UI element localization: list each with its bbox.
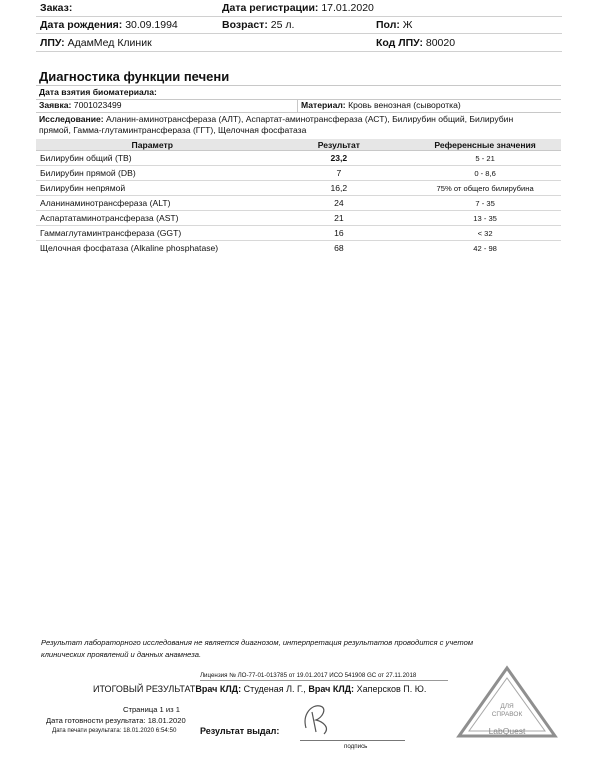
print-date-line	[52, 727, 176, 734]
stamp-top-text: ДЛЯ	[500, 703, 514, 710]
lpu-code-label: Код ЛПУ:	[376, 37, 423, 49]
signature-scribble	[298, 700, 338, 738]
print-date: 18.01.2020 6:54:50	[123, 727, 177, 734]
final-result-line	[93, 684, 426, 694]
row-param: Аланинаминотрансфераза (ALT)	[36, 196, 269, 211]
license-divider	[200, 680, 448, 681]
table-row	[36, 181, 561, 196]
signature-line	[300, 740, 405, 741]
doctor1-name: Студеная Л. Г.,	[243, 684, 306, 694]
lpu-code-value: 80020	[425, 37, 456, 49]
study-line2: прямой, Гамма-глутаминтрансфераза (ГГТ), Щелочная фосфатаза	[39, 125, 307, 135]
results-table	[36, 139, 561, 255]
age-label: Возраст:	[222, 19, 268, 31]
row-param: Аспартатаминотрансфераза (AST)	[36, 211, 269, 226]
note-line1: Результат лабораторного исследования не является диагнозом, интерпретация результатов проводится с учетом	[41, 638, 474, 647]
final-label: ИТОГОВЫЙ РЕЗУЛЬТАТ	[93, 684, 196, 694]
row-reference: 75% от общего билирубина	[409, 181, 561, 196]
age-value: 25 л.	[270, 19, 295, 31]
row-result: 23,2	[269, 151, 410, 166]
divider	[297, 99, 298, 112]
print-label: Дата печати результата:	[52, 727, 122, 734]
report-title: Диагностика функции печени	[39, 69, 230, 84]
row-result: 7	[269, 166, 410, 181]
header-row-patient	[36, 17, 562, 34]
note-line2: клинических проявлений и данных анамнеза.	[41, 650, 202, 659]
reg-date-value: 17.01.2020	[321, 2, 374, 14]
row-param: Билирубин общий (TB)	[36, 151, 269, 166]
header-param: Параметр	[36, 139, 269, 151]
doctor2-label: Врач КЛД:	[308, 684, 355, 694]
row-param: Щелочная фосфатаза (Alkaline phosphatase)	[40, 243, 219, 253]
table-row	[36, 211, 561, 226]
birth-label: Дата рождения:	[40, 19, 123, 31]
header-row-lpu	[36, 35, 562, 52]
row-reference: 0 - 8,6	[409, 166, 561, 181]
birth-value: 30.09.1994	[125, 19, 178, 31]
row-result: 24	[269, 196, 410, 211]
stamp-brand: LabQuest	[488, 726, 526, 736]
lpu-label: ЛПУ:	[40, 37, 65, 49]
header-row-order	[36, 0, 562, 17]
sex-value: Ж	[402, 19, 413, 31]
ready-label: Дата готовности результата:	[46, 716, 146, 725]
row-result: 16	[269, 226, 410, 241]
doctor1-label: Врач КЛД:	[195, 684, 242, 694]
biomaterial-date-label: Дата взятия биоматериала:	[39, 87, 157, 97]
lpu-value: АдамМед Клиник	[67, 37, 152, 49]
page-indicator: Страница 1 из 1	[123, 705, 180, 714]
header-result: Результат	[269, 139, 410, 151]
table-row	[36, 196, 561, 211]
ready-date: 18.01.2020	[147, 716, 186, 725]
row-reference: 13 - 35	[409, 211, 561, 226]
row-reference: 42 - 98	[473, 243, 497, 253]
row-reference: < 32	[409, 226, 561, 241]
issued-label: Результат выдал:	[200, 726, 280, 736]
row-reference: 7 - 35	[409, 196, 561, 211]
header-reference: Референсные значения	[409, 139, 561, 151]
row-param: Гаммаглутаминтрансфераза (GGT)	[36, 226, 269, 241]
sex-label: Пол:	[376, 19, 400, 31]
row-result: 16,2	[269, 181, 410, 196]
license-text: Лицензия № ЛО-77-01-013785 от 19.01.2017 ИСО 541908 GC от 27.11.2018	[200, 672, 417, 679]
row-result: 21	[269, 211, 410, 226]
table-row	[36, 166, 561, 181]
study-row	[36, 113, 561, 138]
row-param: Билирубин непрямой	[36, 181, 269, 196]
study-label: Исследование:	[39, 114, 104, 124]
table-row	[36, 241, 561, 256]
lab-stamp	[455, 664, 559, 740]
ready-date-line	[46, 716, 186, 725]
biomaterial-date-row	[36, 85, 561, 100]
order-label: Заказ:	[40, 2, 73, 14]
signature-caption: подпись	[344, 743, 368, 750]
row-param: Билирубин прямой (DB)	[36, 166, 269, 181]
request-row	[36, 99, 561, 113]
table-row	[36, 226, 561, 241]
stamp-middle-text: СПРАВОК	[491, 711, 523, 718]
request-value: 7001023499	[73, 100, 122, 110]
row-reference: 5 - 21	[409, 151, 561, 166]
disclaimer-note	[41, 637, 501, 661]
material-label: Материал:	[301, 100, 346, 110]
doctor2-name: Хаперсков П. Ю.	[356, 684, 427, 694]
reg-date-label: Дата регистрации:	[222, 2, 319, 14]
table-header-row	[36, 139, 561, 151]
row-result: 68	[334, 243, 344, 253]
request-label: Заявка:	[39, 100, 72, 110]
material-value: Кровь венозная (сыворотка)	[348, 100, 461, 110]
table-row	[36, 151, 561, 166]
study-line1: Аланин-аминотрансфераза (АЛТ), Аспартат-аминотрансфераза (АСТ), Билирубин общий, Билирубин	[106, 114, 514, 124]
